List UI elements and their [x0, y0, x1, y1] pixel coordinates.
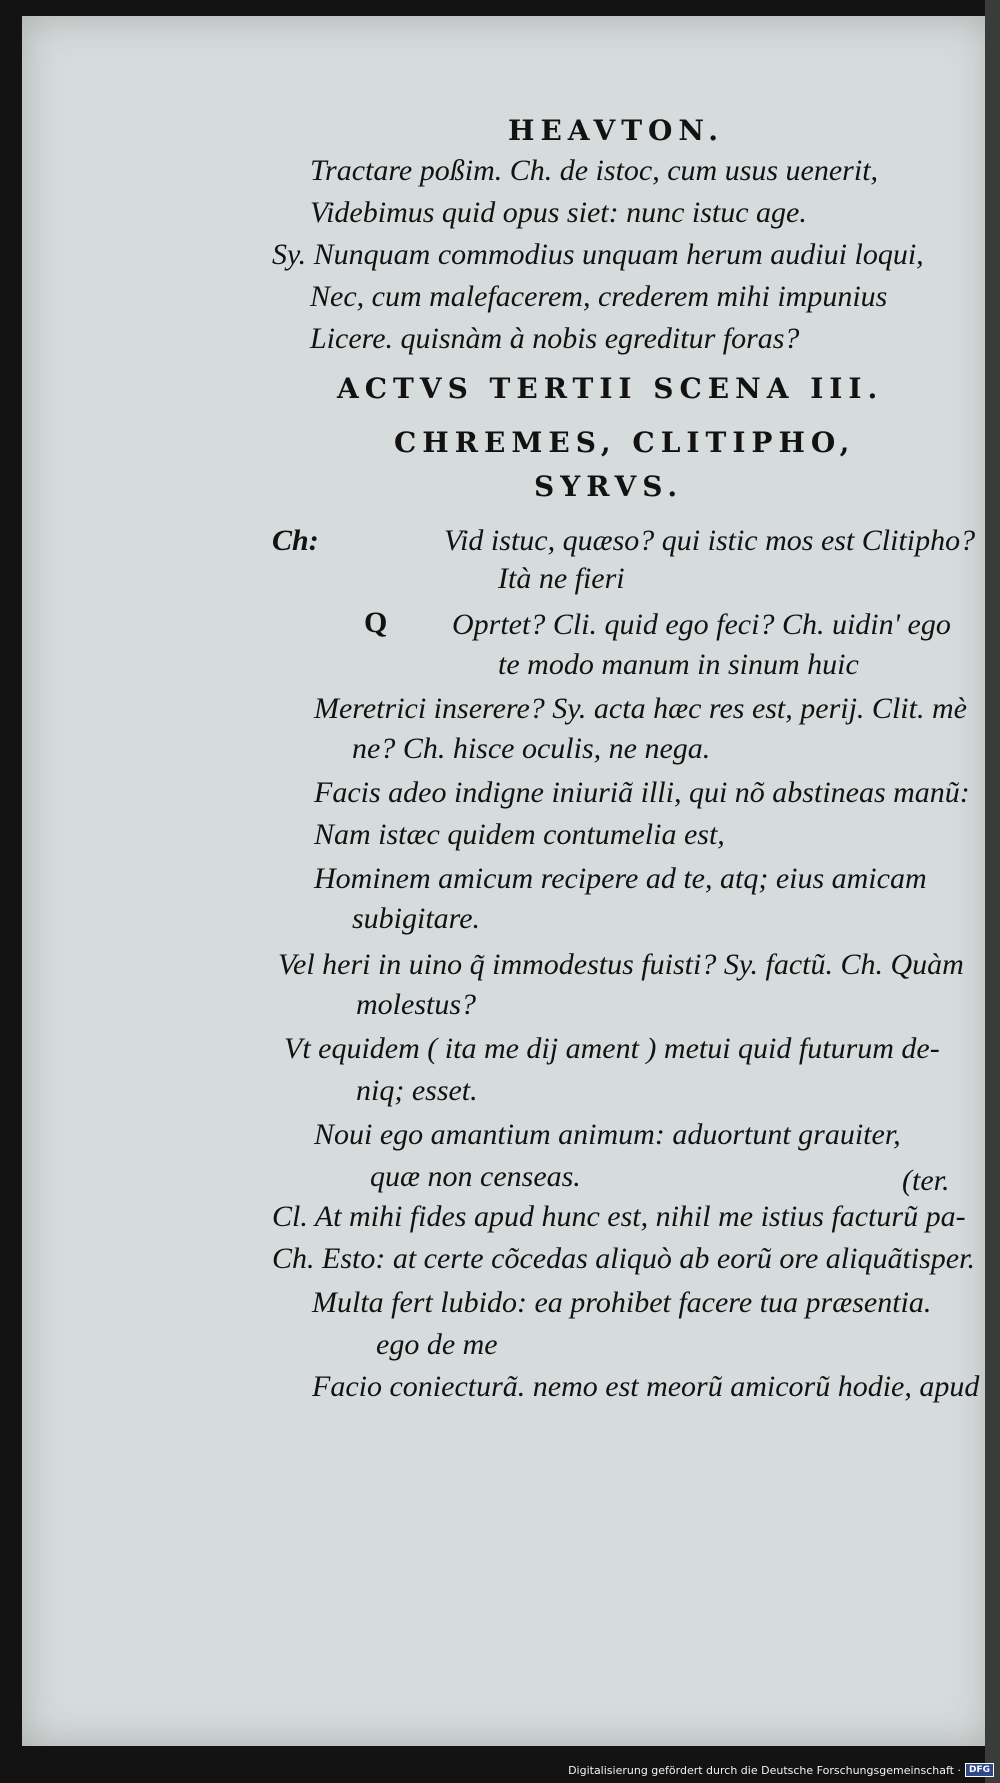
text-line: Vel heri in uino q̃ immodestus fuisti? Sy. factũ. Ch. Quàm: [278, 948, 964, 981]
text-line: Ità ne fieri: [498, 562, 625, 595]
text-line: Cl. At mihi fides apud hunc est, nihil me istius facturũ pa-: [272, 1200, 966, 1233]
text-line: Noui ego amantium animum: aduortunt grauiter,: [314, 1118, 901, 1151]
running-title: HEAVTON.: [508, 114, 724, 147]
text-line: Tractare poßim. Ch. de istoc, cum usus uenerit,: [310, 154, 879, 187]
digitization-footer: [568, 1763, 994, 1777]
footer-text: Digitalisierung gefördert durch die Deutsche Forschungsgemeinschaft ·: [568, 1763, 961, 1777]
text-line: quæ non censeas.: [370, 1160, 581, 1193]
text-line: Hominem amicum recipere ad te, atq; eius amicam: [314, 862, 927, 895]
text-line: Nam istæc quidem contumelia est,: [314, 818, 725, 851]
text-line: Ch. Esto: at certe cõcedas aliquò ab eorũ ore aliquãtisper.: [272, 1242, 975, 1275]
text-line: subigitare.: [352, 902, 481, 935]
characters-line: CHREMES, CLITIPHO,: [394, 426, 856, 459]
text-line: Facio coniecturã. nemo est meorũ amicorũ hodie, apud: [312, 1370, 980, 1403]
text-line: Vt equidem ( ita me dij ament ) metui quid futurum de-: [284, 1032, 940, 1065]
book-page: [22, 16, 992, 1746]
characters-line: SYRVS.: [534, 470, 684, 503]
text-line: Multa fert lubido: ea prohibet facere tua præsentia.: [312, 1286, 932, 1319]
text-line: Facis adeo indigne iniuriã illi, qui nõ abstineas manũ:: [314, 776, 970, 809]
text-line: Videbimus quid opus siet: nunc istuc age.: [310, 196, 807, 229]
text-line: niq; esset.: [356, 1074, 478, 1107]
text-line: Meretrici inserere? Sy. acta hæc res est, perij. Clit. mè: [314, 692, 967, 725]
page-edge: [985, 0, 1000, 1783]
dfg-logo: DFG: [965, 1763, 994, 1777]
margin-mark: Q: [364, 606, 388, 639]
text-line: ego de me: [376, 1328, 498, 1361]
text-line: te modo manum in sinum huic: [498, 648, 859, 681]
speaker-label: Ch:: [272, 524, 319, 557]
text-line: (ter.: [902, 1164, 950, 1197]
text-line: Vid istuc, quæso? qui istic mos est Clitipho?: [444, 524, 976, 557]
text-line: ne? Ch. hisce oculis, ne nega.: [352, 732, 711, 765]
text-line: Sy. Nunquam commodius unquam herum audiui loqui,: [272, 238, 924, 271]
text-line: Nec, cum malefacerem, crederem mihi impunius: [310, 280, 888, 313]
scene-title: ACTVS TERTII SCENA III.: [337, 372, 884, 405]
text-line: molestus?: [356, 988, 476, 1021]
text-line: Licere. quisnàm à nobis egreditur foras?: [310, 322, 800, 355]
text-line: Oprtet? Cli. quid ego feci? Ch. uidin' ego: [452, 608, 951, 641]
